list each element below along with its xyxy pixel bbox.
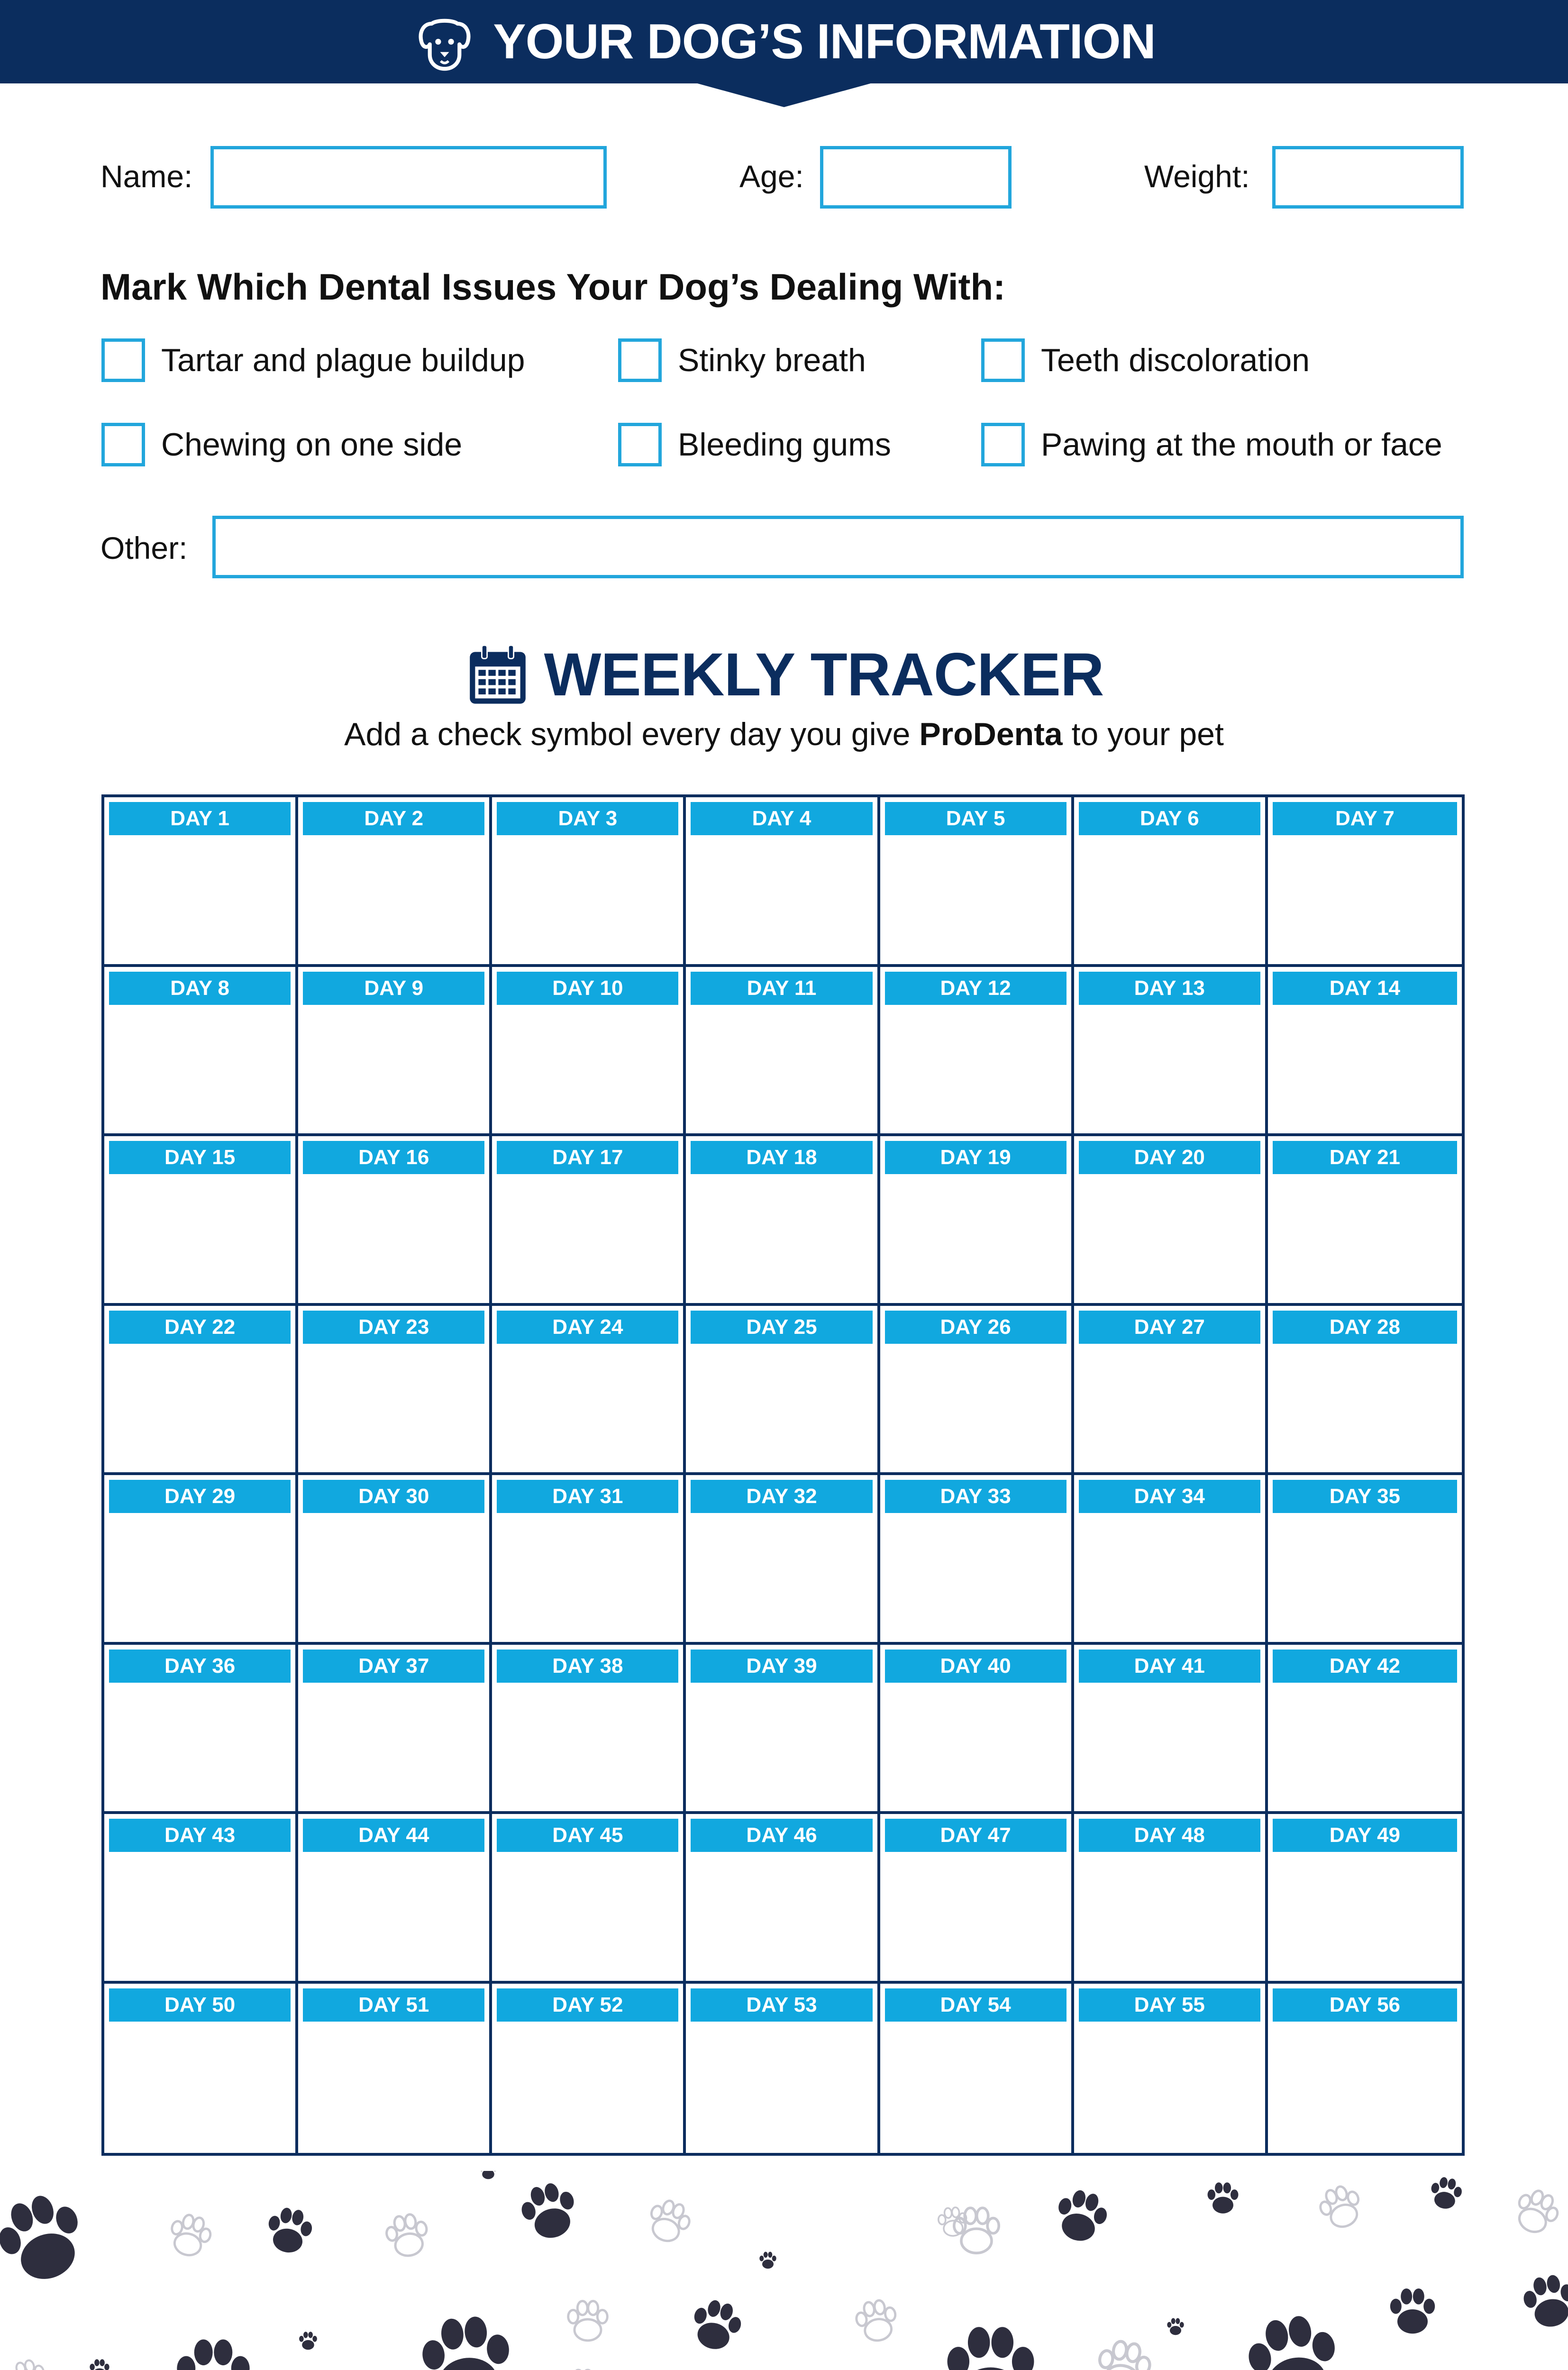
day-cell[interactable] xyxy=(492,1814,686,1984)
day-label: DAY 33 xyxy=(885,1480,1067,1513)
day-cell[interactable] xyxy=(298,1814,492,1984)
dental-option[interactable] xyxy=(981,423,1442,466)
day-label: DAY 27 xyxy=(1079,1311,1260,1344)
day-cell[interactable] xyxy=(1268,1136,1462,1306)
header-banner-notch xyxy=(694,82,874,107)
day-label: DAY 45 xyxy=(497,1819,678,1852)
paw-print xyxy=(948,2327,1034,2370)
day-label: DAY 20 xyxy=(1079,1141,1260,1174)
day-cell[interactable] xyxy=(880,1475,1074,1645)
checkbox[interactable] xyxy=(981,423,1025,466)
day-label: DAY 8 xyxy=(109,972,291,1005)
dental-option-label: Pawing at the mouth or face xyxy=(1041,427,1442,463)
dog-face-icon xyxy=(412,9,477,74)
day-cell[interactable] xyxy=(1074,967,1268,1137)
paw-print xyxy=(264,2205,315,2256)
day-label: DAY 14 xyxy=(1273,972,1457,1005)
paw-print xyxy=(1316,2182,1366,2233)
name-field[interactable] xyxy=(210,146,607,209)
paw-print-pattern-icon xyxy=(0,2171,1568,2370)
paw-print xyxy=(479,2171,497,2179)
day-cell[interactable] xyxy=(104,967,298,1137)
day-cell[interactable] xyxy=(104,1136,298,1306)
day-label: DAY 38 xyxy=(497,1650,678,1683)
day-cell[interactable] xyxy=(686,1136,880,1306)
day-cell[interactable] xyxy=(1268,797,1462,967)
paw-print xyxy=(299,2332,317,2350)
paw-print xyxy=(1428,2175,1464,2211)
day-label: DAY 3 xyxy=(497,802,678,835)
age-field[interactable] xyxy=(820,146,1012,209)
day-label: DAY 48 xyxy=(1079,1819,1260,1852)
dental-option[interactable] xyxy=(618,338,866,382)
day-cell[interactable] xyxy=(880,1814,1074,1984)
day-label: DAY 46 xyxy=(691,1819,872,1852)
paw-print xyxy=(177,2340,249,2370)
day-label: DAY 42 xyxy=(1273,1650,1457,1683)
day-cell[interactable] xyxy=(104,1984,298,2153)
dental-option[interactable] xyxy=(981,338,1310,382)
day-cell[interactable] xyxy=(1268,1645,1462,1814)
dental-option[interactable] xyxy=(618,423,891,466)
day-label: DAY 56 xyxy=(1273,1988,1457,2022)
day-cell[interactable] xyxy=(686,967,880,1137)
tracker-instructions xyxy=(0,716,1568,753)
dental-option-label: Stinky breath xyxy=(678,342,866,378)
day-label: DAY 1 xyxy=(109,802,291,835)
dental-option-label: Teeth discoloration xyxy=(1041,342,1310,378)
day-cell[interactable] xyxy=(1268,1475,1462,1645)
day-cell[interactable] xyxy=(880,1306,1074,1476)
day-label: DAY 28 xyxy=(1273,1311,1457,1344)
checkbox[interactable] xyxy=(101,423,145,466)
checkbox[interactable] xyxy=(618,423,662,466)
tracker-header xyxy=(0,639,1568,710)
day-cell[interactable] xyxy=(1074,1814,1268,1984)
dental-option-label: Bleeding gums xyxy=(678,427,891,463)
day-cell[interactable] xyxy=(492,1475,686,1645)
day-label: DAY 31 xyxy=(497,1480,678,1513)
calendar-icon xyxy=(465,641,531,708)
day-cell[interactable] xyxy=(492,1984,686,2153)
day-cell[interactable] xyxy=(1074,797,1268,967)
day-label: DAY 52 xyxy=(497,1988,678,2022)
day-label: DAY 6 xyxy=(1079,802,1260,835)
paw-print xyxy=(166,2211,214,2260)
paw-print xyxy=(0,2186,93,2291)
paw-print xyxy=(1510,2185,1563,2239)
other-label: Other: xyxy=(100,530,188,565)
checkbox[interactable] xyxy=(981,338,1025,382)
day-cell[interactable] xyxy=(298,1645,492,1814)
brand-name: ProDenta xyxy=(919,716,1063,752)
paw-print xyxy=(644,2196,694,2247)
day-cell[interactable] xyxy=(686,1645,880,1814)
day-label: DAY 13 xyxy=(1079,972,1260,1005)
paw-print xyxy=(1521,2272,1568,2331)
paw-print xyxy=(1208,2182,1239,2213)
paw-print xyxy=(90,2359,109,2370)
day-label: DAY 40 xyxy=(885,1650,1067,1683)
checkbox[interactable] xyxy=(101,338,145,382)
day-cell[interactable] xyxy=(1074,1136,1268,1306)
dental-option[interactable] xyxy=(101,423,462,466)
day-label: DAY 55 xyxy=(1079,1988,1260,2022)
day-cell[interactable] xyxy=(880,1984,1074,2153)
day-label: DAY 7 xyxy=(1273,802,1457,835)
day-label: DAY 37 xyxy=(303,1650,484,1683)
day-cell[interactable] xyxy=(686,1306,880,1476)
instructions-text: Add a check symbol every day you give xyxy=(344,716,920,752)
day-label: DAY 53 xyxy=(691,1988,872,2022)
day-cell[interactable] xyxy=(1074,1645,1268,1814)
day-cell[interactable] xyxy=(104,797,298,967)
dental-option[interactable] xyxy=(101,338,525,382)
day-cell[interactable] xyxy=(104,1645,298,1814)
day-cell[interactable] xyxy=(1268,967,1462,1137)
day-label: DAY 22 xyxy=(109,1311,291,1344)
weight-label: Weight: xyxy=(1144,159,1250,194)
day-cell[interactable] xyxy=(1268,1984,1462,2153)
day-label: DAY 54 xyxy=(885,1988,1067,2022)
day-cell[interactable] xyxy=(492,1136,686,1306)
name-label: Name: xyxy=(100,159,193,194)
day-label: DAY 34 xyxy=(1079,1480,1260,1513)
day-cell[interactable] xyxy=(298,1475,492,1645)
day-label: DAY 41 xyxy=(1079,1650,1260,1683)
day-cell[interactable] xyxy=(298,797,492,967)
day-cell[interactable] xyxy=(1268,1306,1462,1476)
day-cell[interactable] xyxy=(104,1814,298,1984)
day-label: DAY 35 xyxy=(1273,1480,1457,1513)
paw-print xyxy=(1167,2318,1184,2335)
header xyxy=(0,0,1568,83)
paw-print xyxy=(419,2314,513,2370)
day-label: DAY 2 xyxy=(303,802,484,835)
day-label: DAY 11 xyxy=(691,972,872,1005)
day-cell[interactable] xyxy=(686,797,880,967)
day-cell[interactable] xyxy=(1268,1814,1462,1984)
day-cell[interactable] xyxy=(298,1136,492,1306)
header-title: YOUR DOG’S INFORMATION xyxy=(493,14,1156,69)
day-cell[interactable] xyxy=(298,967,492,1137)
day-cell[interactable] xyxy=(492,1645,686,1814)
day-cell[interactable] xyxy=(880,797,1074,967)
paw-print xyxy=(384,2212,431,2259)
day-cell[interactable] xyxy=(298,1984,492,2153)
day-label: DAY 5 xyxy=(885,802,1067,835)
day-cell[interactable] xyxy=(492,1306,686,1476)
day-cell[interactable] xyxy=(686,1475,880,1645)
day-label: DAY 43 xyxy=(109,1819,291,1852)
day-label: DAY 17 xyxy=(497,1141,678,1174)
day-cell[interactable] xyxy=(686,1984,880,2153)
paw-print xyxy=(1390,2288,1435,2334)
day-label: DAY 4 xyxy=(691,802,872,835)
day-cell[interactable] xyxy=(104,1306,298,1476)
day-cell[interactable] xyxy=(880,1645,1074,1814)
day-cell[interactable] xyxy=(104,1475,298,1645)
day-cell[interactable] xyxy=(686,1814,880,1984)
day-cell[interactable] xyxy=(492,967,686,1137)
day-label: DAY 18 xyxy=(691,1141,872,1174)
paw-print xyxy=(1243,2311,1343,2370)
day-cell[interactable] xyxy=(1074,1306,1268,1476)
dental-option-label: Chewing on one side xyxy=(161,427,463,463)
day-label: DAY 9 xyxy=(303,972,484,1005)
day-label: DAY 39 xyxy=(691,1650,872,1683)
dental-issues-heading: Mark Which Dental Issues Your Dog’s Dealing With: xyxy=(100,266,1006,308)
day-label: DAY 26 xyxy=(885,1311,1067,1344)
day-label: DAY 16 xyxy=(303,1141,484,1174)
checkbox[interactable] xyxy=(618,338,662,382)
day-label: DAY 51 xyxy=(303,1988,484,2022)
paw-print xyxy=(854,2298,899,2343)
day-label: DAY 49 xyxy=(1273,1819,1457,1852)
day-label: DAY 15 xyxy=(109,1141,291,1174)
day-label: DAY 36 xyxy=(109,1650,291,1683)
day-label: DAY 29 xyxy=(109,1480,291,1513)
paw-print xyxy=(1051,2186,1112,2246)
weight-field[interactable] xyxy=(1272,146,1464,209)
day-cell[interactable] xyxy=(880,967,1074,1137)
day-label: DAY 50 xyxy=(109,1988,291,2022)
day-label: DAY 47 xyxy=(885,1819,1067,1852)
day-cell[interactable] xyxy=(1074,1984,1268,2153)
tracker-title: WEEKLY TRACKER xyxy=(544,640,1104,709)
tracker-grid xyxy=(101,794,1465,2156)
day-cell[interactable] xyxy=(492,797,686,967)
paw-print xyxy=(517,2179,582,2244)
day-label: DAY 44 xyxy=(303,1819,484,1852)
day-label: DAY 32 xyxy=(691,1480,872,1513)
instructions-text-end: to your pet xyxy=(1062,716,1224,752)
paw-print xyxy=(568,2301,608,2341)
day-label: DAY 24 xyxy=(497,1311,678,1344)
paw-print xyxy=(1094,2338,1153,2370)
other-field[interactable] xyxy=(212,516,1464,578)
dental-option-label: Tartar and plague buildup xyxy=(161,342,525,378)
age-label: Age: xyxy=(739,159,804,194)
day-label: DAY 10 xyxy=(497,972,678,1005)
day-cell[interactable] xyxy=(298,1306,492,1476)
paw-print xyxy=(687,2296,746,2355)
day-cell[interactable] xyxy=(880,1136,1074,1306)
day-label: DAY 30 xyxy=(303,1480,484,1513)
day-label: DAY 12 xyxy=(885,972,1067,1005)
paw-print xyxy=(8,2357,49,2370)
day-label: DAY 21 xyxy=(1273,1141,1457,1174)
day-label: DAY 25 xyxy=(691,1311,872,1344)
paw-print xyxy=(759,2252,776,2269)
day-label: DAY 23 xyxy=(303,1311,484,1344)
day-label: DAY 19 xyxy=(885,1141,1067,1174)
day-cell[interactable] xyxy=(1074,1475,1268,1645)
